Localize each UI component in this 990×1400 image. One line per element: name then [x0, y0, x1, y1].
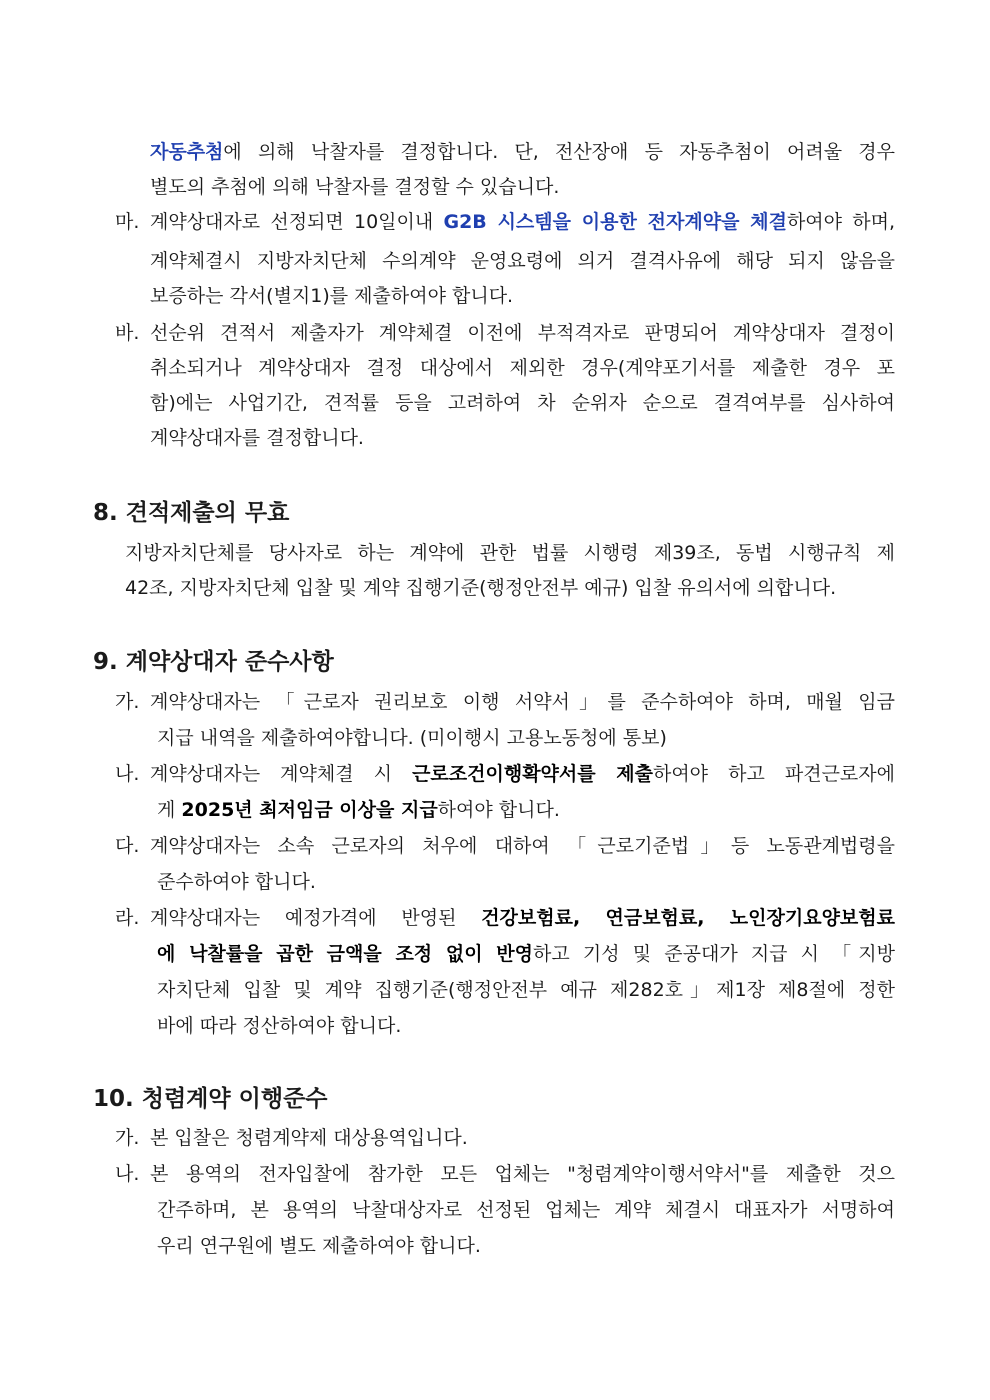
list-marker: 가. [115, 691, 140, 713]
list-marker: 다. [115, 835, 140, 857]
paragraph-line: 우리 연구원에 별도 제출하여야 합니다. [157, 1235, 481, 1257]
bold-text: 근로조건이행확약서를 제출 [412, 763, 653, 785]
paragraph-line: 42조, 지방자치단체 입찰 및 계약 집행기준(행정안전부 예규) 입찰 유의서에 의합니다. [125, 577, 837, 599]
paragraph-line: 계약상대자로 선정되면 10일이내 G2B 시스템을 이용한 전자계약을 체결하여야 하며, [150, 211, 895, 233]
section-heading: 9. 계약상대자 준수사항 [93, 649, 334, 675]
paragraph-line: 에 낙찰률을 곱한 금액을 조정 없이 반영하고 기성 및 준공대가 지급 시 「지방 [157, 943, 895, 965]
paragraph-line: 선순위 견적서 제출자가 계약체결 이전에 부적격자로 판명되어 계약상대자 결정이 [150, 322, 895, 344]
highlight-text: 자동추첨 [150, 141, 224, 163]
paragraph-line: 자치단체 입찰 및 계약 집행기준(행정안전부 예규 제282호」제1장 제8절에 정한 [157, 979, 895, 1001]
paragraph-line: 바에 따라 정산하여야 합니다. [157, 1015, 402, 1037]
section-heading: 10. 청렴계약 이행준수 [93, 1086, 328, 1112]
bold-text: 2025년 최저임금 이상을 지급 [181, 799, 438, 821]
paragraph-line: 본 용역의 전자입찰에 참가한 모든 업체는 "청렴계약이행서약서"를 제출한 것으 [150, 1163, 895, 1185]
paragraph-line: 취소되거나 계약상대자 결정 대상에서 제외한 경우(계약포기서를 제출한 경우 포 [150, 357, 895, 379]
list-marker: 가. [115, 1127, 140, 1149]
paragraph-line: 지방자치단체를 당사자로 하는 계약에 관한 법률 시행령 제39조, 동법 시행규칙 제 [125, 542, 895, 564]
paragraph-line: 계약상대자는 계약체결 시 근로조건이행확약서를 제출하여야 하고 파견근로자에 [150, 763, 895, 785]
paragraph-line: 지급 내역을 제출하여야합니다. (미이행시 고용노동청에 통보) [157, 727, 667, 749]
paragraph-line: 계약상대자를 결정합니다. [150, 427, 364, 449]
bold-text: 건강보험료, 연금보험료, 노인장기요양보험료 [481, 907, 895, 929]
paragraph-line: 계약상대자는 예정가격에 반영된 건강보험료, 연금보험료, 노인장기요양보험료 [150, 907, 895, 929]
paragraph-line: 본 입찰은 청렴계약제 대상용역입니다. [150, 1127, 468, 1149]
list-marker: 라. [115, 907, 140, 929]
list-marker: 마. [115, 211, 140, 233]
list-marker: 바. [115, 322, 140, 344]
paragraph-line: 준수하여야 합니다. [157, 871, 316, 893]
paragraph-line: 계약체결시 지방자치단체 수의계약 운영요령에 의거 결격사유에 해당 되지 않음을 [150, 250, 895, 272]
paragraph-line: 별도의 추첨에 의해 낙찰자를 결정할 수 있습니다. [150, 176, 560, 198]
paragraph-line: 보증하는 각서(별지1)를 제출하여야 합니다. [150, 285, 514, 307]
list-marker: 나. [115, 763, 140, 785]
bold-text: 에 낙찰률을 곱한 금액을 조정 없이 반영 [157, 943, 534, 965]
paragraph-line: 자동추첨에 의해 낙찰자를 결정합니다. 단, 전산장애 등 자동추첨이 어려울 경우 [150, 141, 895, 163]
paragraph-line: 게 2025년 최저임금 이상을 지급하여야 합니다. [157, 799, 560, 821]
paragraph-line: 계약상대자는 「근로자 권리보호 이행 서약서」를 준수하여야 하며, 매월 임금 [150, 691, 895, 713]
paragraph-line: 함)에는 사업기간, 견적률 등을 고려하여 차 순위자 순으로 결격여부를 심사하여 [150, 392, 895, 414]
list-marker: 나. [115, 1163, 140, 1185]
paragraph-line: 간주하며, 본 용역의 낙찰대상자로 선정된 업체는 계약 체결시 대표자가 서명하여 [157, 1199, 895, 1221]
highlight-text: G2B 시스템을 이용한 전자계약을 체결 [443, 211, 787, 233]
paragraph-line: 계약상대자는 소속 근로자의 처우에 대하여 「근로기준법」등 노동관계법령을 [150, 835, 895, 857]
section-heading: 8. 견적제출의 무효 [93, 500, 290, 526]
